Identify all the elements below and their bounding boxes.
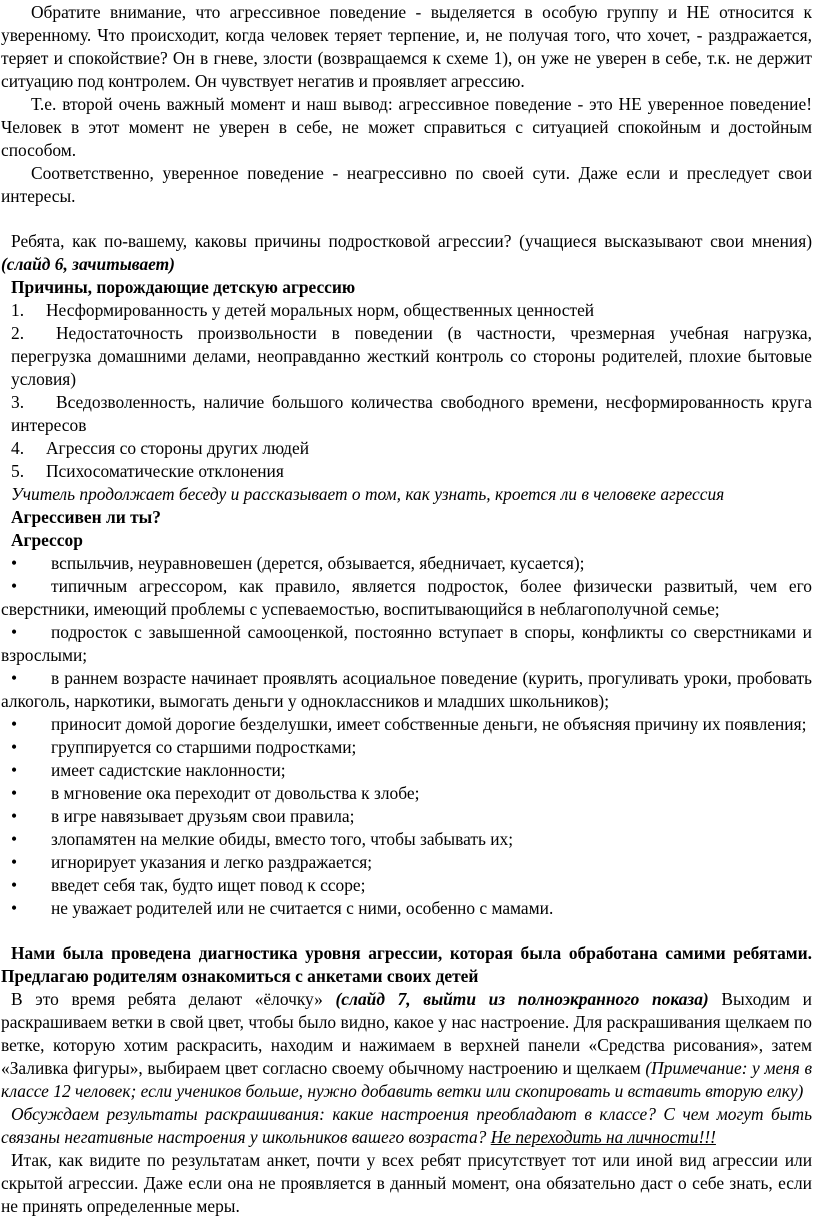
- slide-note: (слайд 6, зачитывает): [1, 254, 175, 274]
- bullet-icon: •: [11, 576, 18, 596]
- cause-number: 4.: [11, 438, 25, 458]
- bullet-icon: •: [11, 852, 18, 872]
- trait-item: [1, 782, 812, 805]
- causes-heading: Причины, порождающие детскую агрессию: [11, 277, 356, 297]
- cause-item: [1, 322, 812, 391]
- trait-item: [1, 759, 812, 782]
- bullet-icon: •: [11, 875, 18, 895]
- bullet-icon: •: [11, 806, 18, 826]
- trait-item: [1, 828, 812, 851]
- bullet-icon: •: [11, 553, 18, 573]
- trait-text: имеет садистские наклонности;: [51, 760, 286, 780]
- cause-item: [1, 460, 812, 483]
- trait-item: [1, 851, 812, 874]
- cause-text: Несформированность у детей моральных норм, общественных ценностей: [46, 300, 595, 320]
- cause-text: Недостаточность произвольности в поведении (в частности, чрезмерная учебная нагрузка, перегрузка домашними делами, неоправданно жесткий контроль со стороны родителей, плохие бытовые условия): [11, 323, 812, 389]
- trait-text: приносит домой дорогие безделушки, имеет собственные деньги, не объясняя причину их появления;: [51, 714, 807, 734]
- paragraph-question-causes: [1, 230, 812, 276]
- trait-item: [1, 897, 812, 920]
- trait-text: игнорирует указания и легко раздражается;: [51, 852, 373, 872]
- trait-item: [1, 575, 812, 621]
- cause-text: Агрессия со стороны других людей: [46, 438, 310, 458]
- paragraph-aggression-not-confident: Обратите внимание, что агрессивное поведение - выделяется в особую группу и НЕ относится к уверенному. Что происходит, когда человек теряет терпение, и, не получая того, что хочет, - раздражается, теряет и спокойствие? Он в гневе, злости (возвращаемся к схеме 1), он уже не уверен в себе, т.к. не держит ситуацию под контролем. Он чувствует негатив и проявляет агрессию.: [1, 2, 812, 91]
- tree-activity-instructions: Выходим и раскрашиваем ветки в свой цвет, чтобы было видно, какое у нас настроение. Для раскрашивания щелкаем по ветке, которую хотим раскрасить, находим и нажимаем в верхней панели «Средства рисования», затем «Заливка фигуры», выбираем цвет согласно своему обычному настроению и щелкаем: [1, 989, 812, 1078]
- aggressor-traits-list: [1, 552, 812, 920]
- trait-text: типичным агрессором, как правило, является подросток, более физически развитый, чем его сверстники, имеющий проблемы с успеваемостью, воспитывающийся в неблагополучной семье;: [1, 576, 812, 619]
- trait-item: [1, 736, 812, 759]
- aggressive-question-heading: Агрессивен ли ты?: [11, 507, 161, 527]
- bullet-icon: •: [11, 622, 18, 642]
- trait-text: в раннем возрасте начинает проявлять асоциальное поведение (курить, прогуливать уроки, пробовать алкоголь, наркотики, вымогать деньги у одноклассников и младших школьников);: [1, 668, 812, 711]
- cause-number: 3.: [11, 392, 25, 412]
- tree-activity-paragraph: [1, 988, 812, 1103]
- trait-item: [1, 874, 812, 897]
- trait-item: [1, 805, 812, 828]
- spacer: [1, 208, 812, 230]
- teacher-note: Учитель продолжает беседу и рассказывает о том, как узнать, кроется ли в человеке агрессия: [11, 484, 725, 504]
- cause-item: [1, 299, 812, 322]
- cause-number: 2.: [11, 323, 25, 343]
- cause-number: 5.: [11, 461, 25, 481]
- bullet-icon: •: [11, 668, 18, 688]
- bullet-icon: •: [11, 829, 18, 849]
- trait-item: [1, 552, 812, 575]
- cause-item: [1, 437, 812, 460]
- trait-text: подросток с завышенной самооценкой, постоянно вступает в споры, конфликты со сверстниками и взрослыми;: [1, 622, 812, 665]
- trait-text: в игре навязывает друзьям свои правила;: [51, 806, 355, 826]
- cause-text: Вседозволенность, наличие большого количества свободного времени, несформированность круга интересов: [11, 392, 812, 435]
- question-text: Ребята, как по-вашему, каковы причины подростковой агрессии? (учащиеся высказывают свои мнения): [11, 231, 812, 251]
- no-personal-remark: Не переходить на личности!!!: [490, 1127, 716, 1147]
- trait-item: [1, 713, 812, 736]
- discussion-paragraph: [1, 1103, 812, 1149]
- paragraph-conclusion: Т.е. второй очень важный момент и наш вывод: агрессивное поведение - это НЕ уверенное поведение! Человек в этот момент не уверен в себе, не может справиться с ситуацией спокойным и достойным способом.: [1, 94, 812, 160]
- teacher-remark: (Примечание: у меня в классе 12 человек; если учеников больше, нужно добавить ветки или скопировать и вставить вторую елку): [1, 1058, 812, 1101]
- diagnostics-paragraph: Нами была проведена диагностика уровня агрессии, которая была обработана самими ребятами. Предлагаю родителям ознакомиться с анкетами своих детей: [1, 943, 812, 986]
- trait-text: группируется со старшими подростками;: [51, 737, 357, 757]
- trait-text: вспыльчив, неуравновешен (дерется, обзывается, ябедничает, кусается);: [51, 553, 585, 573]
- bullet-icon: •: [11, 760, 18, 780]
- trait-text: злопамятен на мелкие обиды, вместо того, чтобы забывать их;: [51, 829, 514, 849]
- discussion-text: Обсуждаем результаты раскрашивания: какие настроения преобладают в классе? С чем могут быть связаны негативные настроения у школьников вашего возраста?: [1, 1104, 812, 1147]
- bullet-icon: •: [11, 714, 18, 734]
- cause-number: 1.: [11, 300, 25, 320]
- trait-text: не уважает родителей или не считается с ними, особенно с мамами.: [51, 898, 554, 918]
- final-paragraph: Итак, как видите по результатам анкет, почти у всех ребят присутствует тот или иной вид агрессии или скрытой агрессии. Даже если она не проявляется в данный момент, она обязательно даст о себе знать, если не принять определенные меры.: [1, 1150, 812, 1216]
- bullet-icon: •: [11, 898, 18, 918]
- tree-activity-intro: В это время ребята делают «ёлочку»: [11, 989, 323, 1009]
- trait-item: [1, 667, 812, 713]
- trait-text: в мгновение ока переходит от довольства к злобе;: [51, 783, 420, 803]
- bullet-icon: •: [11, 783, 18, 803]
- cause-item: [1, 391, 812, 437]
- spacer: [1, 920, 812, 942]
- trait-item: [1, 621, 812, 667]
- slide-7-note: (слайд 7, выйти из полноэкранного показа): [335, 989, 709, 1009]
- trait-text: введет себя так, будто ищет повод к ссоре;: [51, 875, 366, 895]
- paragraph-confident-behavior: Соответственно, уверенное поведение - неагрессивно по своей сути. Даже если и преследует свои интересы.: [1, 163, 812, 206]
- cause-text: Психосоматические отклонения: [46, 461, 284, 481]
- bullet-icon: •: [11, 737, 18, 757]
- aggressor-heading: Агрессор: [11, 530, 83, 550]
